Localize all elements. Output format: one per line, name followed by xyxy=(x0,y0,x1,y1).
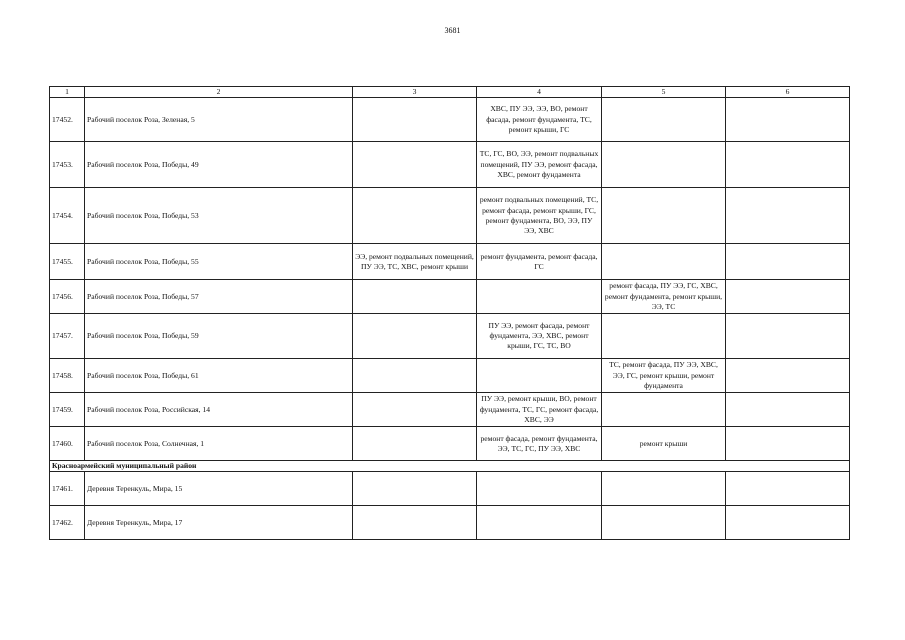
work-col-5 xyxy=(602,393,726,427)
row-number: 17459. xyxy=(50,393,85,427)
work-col-4: ХВС, ПУ ЭЭ, ЭЭ, ВО, ремонт фасада, ремонт фундамента, ТС, ремонт крыши, ГС xyxy=(477,98,602,142)
row-address: Рабочий поселок Роза, Российская, 14 xyxy=(85,393,353,427)
work-col-4 xyxy=(477,359,602,393)
work-col-5 xyxy=(602,472,726,506)
work-col-6 xyxy=(726,314,850,359)
row-address: Рабочий поселок Роза, Победы, 61 xyxy=(85,359,353,393)
work-col-6 xyxy=(726,393,850,427)
row-address: Деревня Теренкуль, Мира, 15 xyxy=(85,472,353,506)
work-col-5 xyxy=(602,188,726,244)
col-header-5: 5 xyxy=(602,87,726,98)
work-col-4: ремонт подвальных помещений, ТС, ремонт фасада, ремонт крыши, ГС, ремонт фундамента, ВО, ЭЭ, ПУ ЭЭ, ХВС xyxy=(477,188,602,244)
row-number: 17452. xyxy=(50,98,85,142)
work-col-3 xyxy=(353,314,477,359)
row-address: Рабочий поселок Роза, Зеленая, 5 xyxy=(85,98,353,142)
table-row xyxy=(50,427,850,461)
work-col-3 xyxy=(353,188,477,244)
row-address: Рабочий поселок Роза, Победы, 55 xyxy=(85,244,353,280)
work-col-3 xyxy=(353,98,477,142)
work-col-6 xyxy=(726,427,850,461)
work-col-5 xyxy=(602,244,726,280)
work-col-6 xyxy=(726,188,850,244)
work-col-3 xyxy=(353,472,477,506)
work-col-3 xyxy=(353,427,477,461)
work-col-3 xyxy=(353,393,477,427)
work-col-6 xyxy=(726,244,850,280)
table-row xyxy=(50,393,850,427)
work-col-6 xyxy=(726,280,850,314)
header-row xyxy=(50,87,850,98)
work-col-3: ЭЭ, ремонт подвальных помещений, ПУ ЭЭ, ТС, ХВС, ремонт крыши xyxy=(353,244,477,280)
table-row xyxy=(50,142,850,188)
work-col-4 xyxy=(477,472,602,506)
table-row xyxy=(50,472,850,506)
row-number: 17457. xyxy=(50,314,85,359)
section-row xyxy=(50,461,850,472)
row-address: Рабочий поселок Роза, Победы, 53 xyxy=(85,188,353,244)
row-number: 17456. xyxy=(50,280,85,314)
row-address: Рабочий поселок Роза, Победы, 59 xyxy=(85,314,353,359)
housing-repair-table xyxy=(49,86,850,540)
work-col-3 xyxy=(353,506,477,540)
col-header-3: 3 xyxy=(353,87,477,98)
work-col-3 xyxy=(353,359,477,393)
work-col-6 xyxy=(726,359,850,393)
work-col-4 xyxy=(477,280,602,314)
row-address: Рабочий поселок Роза, Солнечная, 1 xyxy=(85,427,353,461)
table-row xyxy=(50,98,850,142)
row-number: 17458. xyxy=(50,359,85,393)
work-col-4: ТС, ГС, ВО, ЭЭ, ремонт подвальных помещений, ПУ ЭЭ, ремонт фасада, ХВС, ремонт фундамента xyxy=(477,142,602,188)
work-col-5: ремонт крыши xyxy=(602,427,726,461)
section-title: Красноармейский муниципальный район xyxy=(50,461,850,472)
col-header-1: 1 xyxy=(50,87,85,98)
work-col-6 xyxy=(726,142,850,188)
table-row xyxy=(50,188,850,244)
work-col-6 xyxy=(726,472,850,506)
work-col-4 xyxy=(477,506,602,540)
work-col-5: ремонт фасада, ПУ ЭЭ, ГС, ХВС, ремонт фундамента, ремонт крыши, ЭЭ, ТС xyxy=(602,280,726,314)
work-col-5 xyxy=(602,314,726,359)
col-header-2: 2 xyxy=(85,87,353,98)
table-row xyxy=(50,280,850,314)
col-header-6: 6 xyxy=(726,87,850,98)
work-col-5: ТС, ремонт фасада, ПУ ЭЭ, ХВС, ЭЭ, ГС, ремонт крыши, ремонт фундамента xyxy=(602,359,726,393)
work-col-5 xyxy=(602,98,726,142)
row-number: 17460. xyxy=(50,427,85,461)
work-col-5 xyxy=(602,506,726,540)
table-row xyxy=(50,314,850,359)
row-number: 17454. xyxy=(50,188,85,244)
work-col-3 xyxy=(353,280,477,314)
work-col-6 xyxy=(726,98,850,142)
table-row xyxy=(50,506,850,540)
work-col-4: ПУ ЭЭ, ремонт крыши, ВО, ремонт фундамента, ТС, ГС, ремонт фасада, ХВС, ЭЭ xyxy=(477,393,602,427)
work-col-5 xyxy=(602,142,726,188)
row-number: 17462. xyxy=(50,506,85,540)
work-col-4: ремонт фасада, ремонт фундамента, ЭЭ, ТС, ГС, ПУ ЭЭ, ХВС xyxy=(477,427,602,461)
row-number: 17455. xyxy=(50,244,85,280)
work-col-6 xyxy=(726,506,850,540)
work-col-4: ПУ ЭЭ, ремонт фасада, ремонт фундамента, ЭЭ, ХВС, ремонт крыши, ГС, ТС, ВО xyxy=(477,314,602,359)
work-col-4: ремонт фундамента, ремонт фасада, ГС xyxy=(477,244,602,280)
table-row xyxy=(50,244,850,280)
work-col-3 xyxy=(353,142,477,188)
row-address: Рабочий поселок Роза, Победы, 49 xyxy=(85,142,353,188)
row-number: 17461. xyxy=(50,472,85,506)
row-number: 17453. xyxy=(50,142,85,188)
page-number: 3681 xyxy=(444,26,461,35)
table-row xyxy=(50,359,850,393)
col-header-4: 4 xyxy=(477,87,602,98)
row-address: Деревня Теренкуль, Мира, 17 xyxy=(85,506,353,540)
row-address: Рабочий поселок Роза, Победы, 57 xyxy=(85,280,353,314)
